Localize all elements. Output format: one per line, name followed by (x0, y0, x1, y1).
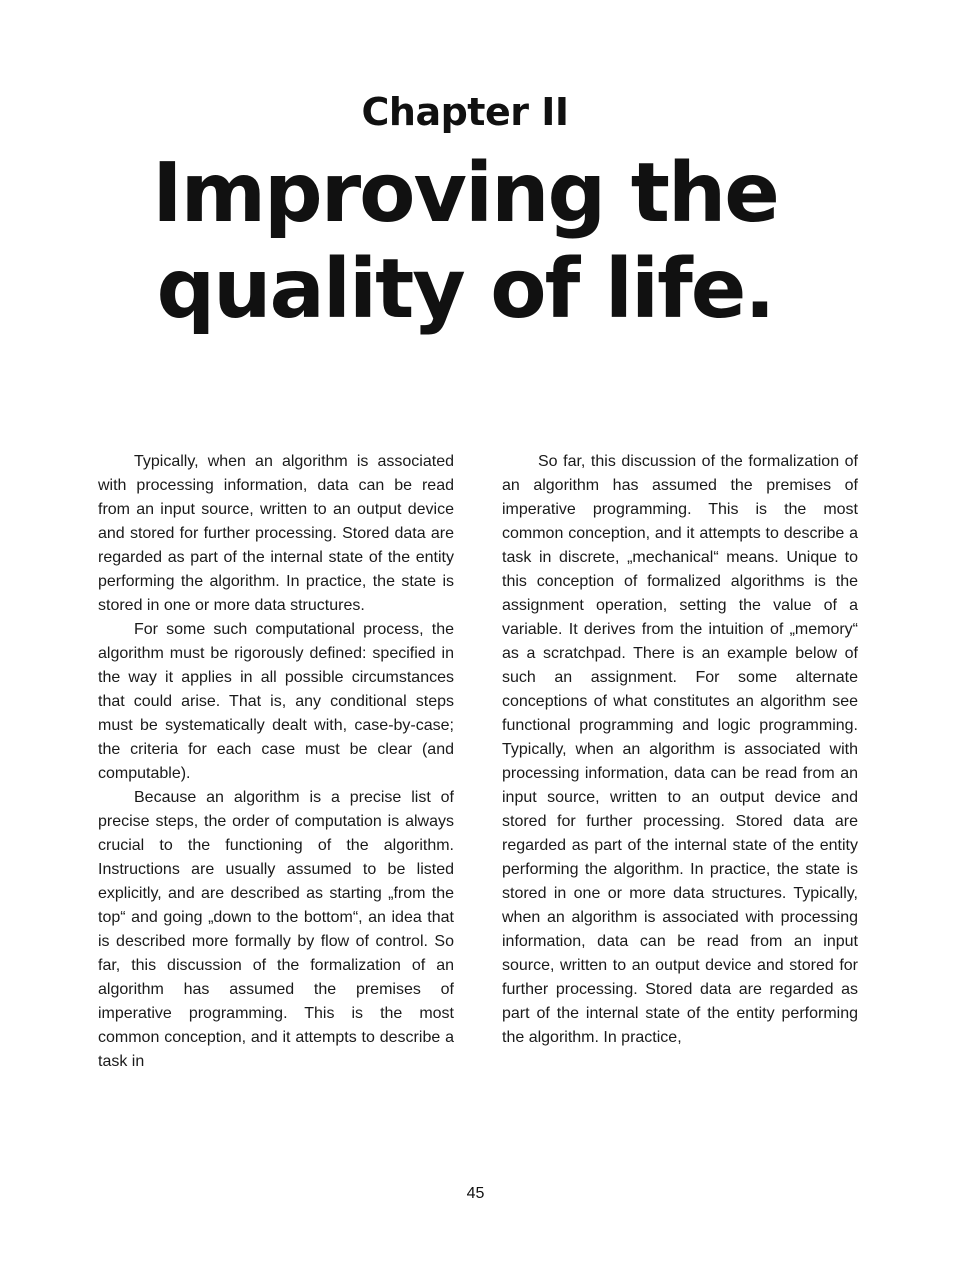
chapter-label: Chapter II (361, 90, 569, 134)
left-paragraph-3: Because an algorithm is a precise list of precise steps, the order of computation is always crucial to the functioning of the algorithm. Instructions are usually assumed to be listed explicitly, and are described as starting „from the top“ and going „down to the bottom“, an idea that is described more formally by flow of control. So far, this discussion of the formalization of an algorithm has assumed the premises of imperative programming. This is the most common conception, and it attempts to describe a task in (98, 789, 454, 1070)
left-paragraph-1: Typically, when an algorithm is associated with processing information, data can be read from an input source, written to an output device and stored for further processing. Stored data are regarded as part of the internal state of the entity performing the algorithm. In practice, the state is stored in one or more data structures. (98, 453, 454, 614)
page-title-line-2: quality of life. (156, 242, 774, 337)
left-column (98, 450, 454, 1074)
right-paragraph-1: So far, this discussion of the formalization of an algorithm has assumed the premises of imperative programming. This is the most common conception, and it attempts to describe a task in discrete, „mechanical“ means. Unique to this conception of formalized algorithms is the assignment operation, setting the value of a variable. It derives from the intuition of „memory“ as a scratchpad. There is an example below of such an assignment. For some alternate conceptions of what constitutes an algorithm see functional programming and logic programming. Typically, when an algorithm is associated with processing information, data can be read from an input source, written to an output device and stored for further processing. Stored data are regarded as part of the internal state of the entity performing the algorithm. In practice, the state is stored in one or more data structures. Typically, when an algorithm is associated with processing information, data can be read from an input source, written to an output device and stored for further processing. Stored data are regarded as part of the internal state of the entity performing the algorithm. In practice, (502, 453, 858, 1046)
page-number: 45 (466, 1185, 485, 1202)
left-paragraph-2: For some such computational process, the algorithm must be rigorously defined: specified in the way it applies in all possible circumstances that could arise. That is, any conditional steps must be systematically dealt with, case-by-case; the criteria for each case must be clear (and computable). (98, 621, 454, 782)
page-title (0, 146, 930, 338)
right-column (502, 450, 858, 1050)
page-title-line-1: Improving the (152, 146, 778, 241)
